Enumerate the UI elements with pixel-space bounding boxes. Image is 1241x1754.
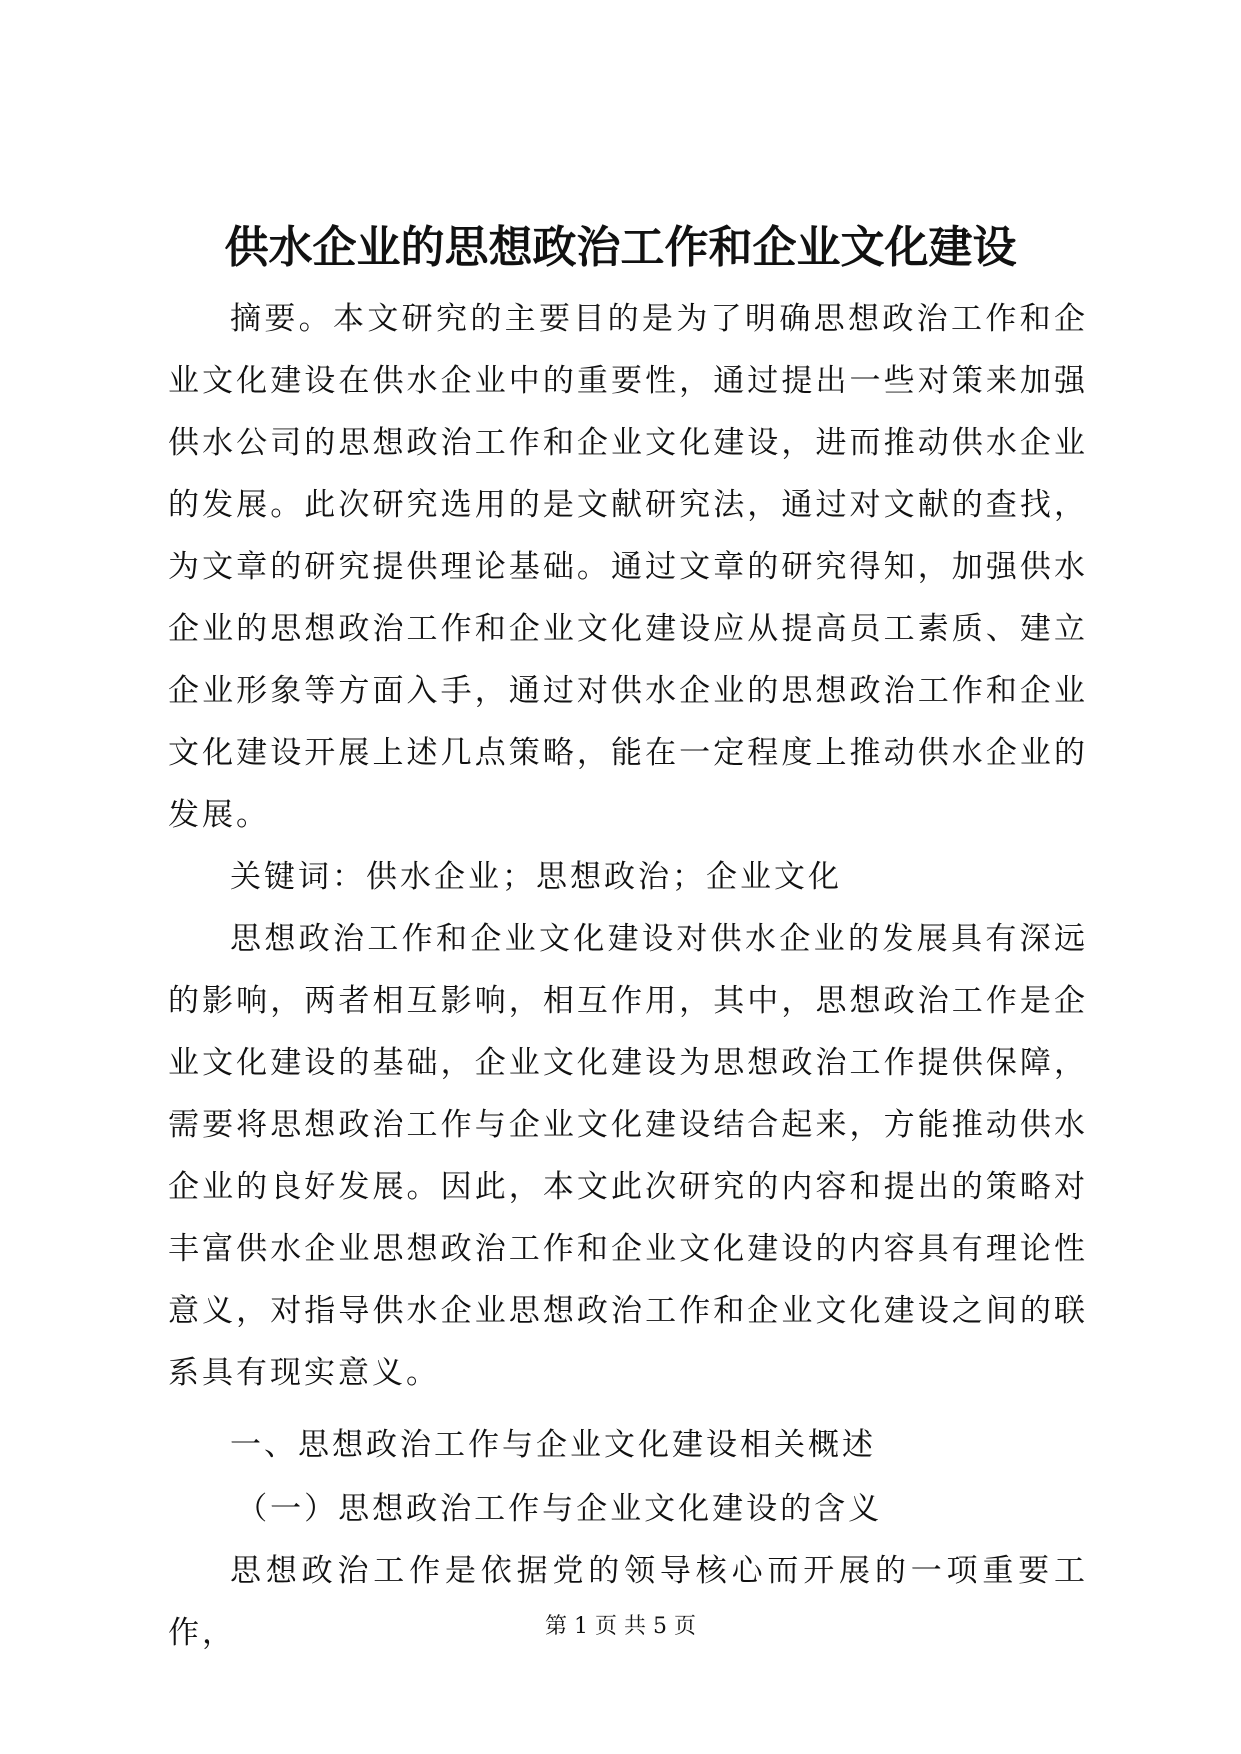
intro-paragraph: 思想政治工作和企业文化建设对供水企业的发展具有深远的影响，两者相互影响，相互作用，其中，思想政治工作是企业文化建设的基础，企业文化建设为思想政治工作提供保障，需要将思想政治工作与企业文化建设结合起来，方能推动供水企业的良好发展。因此，本文此次研究的内容和提出的策略对丰富供水企业思想政治工作和企业文化建设的内容具有理论性意义，对指导供水企业思想政治工作和企业文化建设之间的联系具有现实意义。	[168, 921, 1088, 1391]
section-heading: 一、思想政治工作与企业文化建设相关概述	[230, 1427, 876, 1463]
keywords-line: 关键词：供水企业；思想政治；企业文化	[230, 859, 842, 895]
page-footer: 第 1 页 共 5 页	[545, 1614, 696, 1639]
document-title: 供水企业的思想政治工作和企业文化建设	[224, 222, 1017, 273]
document-body	[168, 288, 1088, 1664]
subsection-heading: （一）思想政治工作与企业文化建设的含义	[236, 1491, 883, 1527]
abstract-paragraph: 摘要。本文研究的主要目的是为了明确思想政治工作和企业文化建设在供水企业中的重要性，通过提出一些对策来加强供水公司的思想政治工作和企业文化建设，进而推动供水企业的发展。此次研究选用的是文献研究法，通过对文献的查找，为文章的研究提供理论基础。通过文章的研究得知，加强供水企业的思想政治工作和企业文化建设应从提高员工素质、建立企业形象等方面入手，通过对供水企业的思想政治工作和企业文化建设开展上述几点策略，能在一定程度上推动供水企业的发展。	[168, 301, 1088, 833]
section-paragraph: 思想政治工作是依据党的领导核心而开展的一项重要工作，	[168, 1553, 1088, 1651]
